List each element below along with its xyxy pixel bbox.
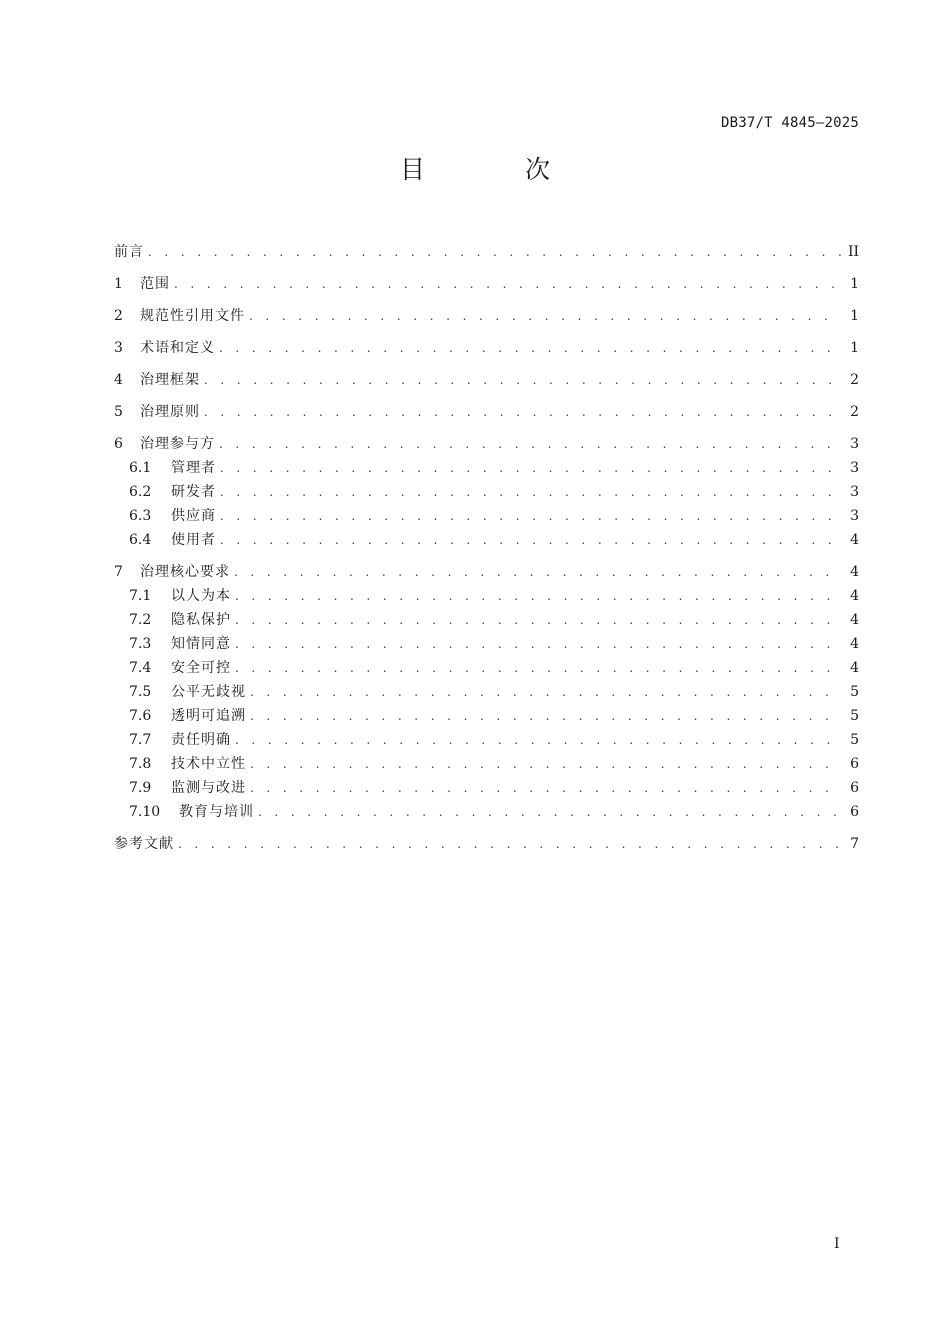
toc-dot-leader	[219, 336, 841, 360]
toc-entry[interactable]	[114, 800, 859, 824]
toc-dot-leader	[249, 304, 841, 328]
toc-dot-leader	[204, 400, 841, 424]
toc-entry-label: 治理参与方	[140, 436, 215, 452]
toc-entry-number: 7.5	[129, 684, 152, 700]
toc-entry-page: 5	[850, 732, 859, 748]
toc-dot-leader	[235, 608, 841, 632]
toc-entry-page: 3	[850, 436, 859, 452]
toc-entry-label: 规范性引用文件	[140, 308, 245, 324]
toc-dot-leader	[250, 776, 841, 800]
toc-entry-label: 治理框架	[140, 372, 200, 388]
toc-entry-page: 1	[850, 340, 859, 356]
toc-entry-label: 技术中立性	[171, 756, 246, 772]
toc-dot-leader	[219, 432, 841, 456]
table-of-contents	[114, 240, 859, 856]
toc-entry-label: 治理原则	[140, 404, 200, 420]
toc-dot-leader	[234, 560, 841, 584]
toc-entry-label: 供应商	[171, 508, 216, 524]
toc-entry-number: 7.2	[129, 612, 152, 628]
toc-entry-page: 4	[850, 532, 859, 548]
toc-entry-label: 前言	[114, 244, 144, 260]
toc-dot-leader	[220, 480, 841, 504]
toc-entry[interactable]	[114, 632, 859, 656]
toc-entry[interactable]	[114, 560, 859, 584]
toc-entry-label: 以人为本	[171, 588, 231, 604]
toc-entry-page: 3	[850, 484, 859, 500]
toc-entry-label: 教育与培训	[179, 804, 254, 820]
toc-entry[interactable]	[114, 368, 859, 392]
toc-entry-label: 透明可追溯	[171, 708, 246, 724]
toc-entry[interactable]	[114, 480, 859, 504]
toc-entry-number: 6	[114, 436, 123, 452]
toc-entry-page: 6	[850, 756, 859, 772]
toc-entry-page: II	[847, 244, 859, 260]
toc-entry-number: 7.8	[129, 756, 152, 772]
toc-entry-label: 参考文献	[114, 836, 174, 852]
toc-entry-number: 7.6	[129, 708, 152, 724]
toc-entry-number: 5	[114, 404, 123, 420]
toc-entry-label: 管理者	[171, 460, 216, 476]
toc-dot-leader	[148, 240, 841, 264]
toc-entry[interactable]	[114, 304, 859, 328]
toc-entry-label: 隐私保护	[171, 612, 231, 628]
toc-dot-leader	[220, 504, 841, 528]
toc-entry-page: 6	[850, 804, 859, 820]
toc-entry-page: 3	[850, 460, 859, 476]
toc-dot-leader	[235, 584, 841, 608]
toc-entry-page: 4	[850, 588, 859, 604]
toc-dot-leader	[235, 728, 841, 752]
toc-dot-leader	[250, 704, 841, 728]
toc-entry-number: 6.3	[129, 508, 152, 524]
toc-entry-page: 7	[850, 836, 859, 852]
toc-dot-leader	[250, 680, 841, 704]
toc-entry-number: 7.9	[129, 780, 152, 796]
toc-entry-number: 6.4	[129, 532, 152, 548]
toc-entry-number: 3	[114, 340, 123, 356]
toc-entry-page: 5	[850, 684, 859, 700]
toc-entry-label: 监测与改进	[171, 780, 246, 796]
toc-entry-label: 范围	[140, 276, 170, 292]
toc-entry-number: 4	[114, 372, 123, 388]
toc-entry-number: 7.10	[129, 804, 161, 820]
toc-entry[interactable]	[114, 728, 859, 752]
toc-title: 目 次	[400, 155, 596, 184]
toc-entry-label: 研发者	[171, 484, 216, 500]
toc-entry[interactable]	[114, 504, 859, 528]
toc-entry-number: 6.2	[129, 484, 152, 500]
toc-dot-leader	[204, 368, 841, 392]
toc-entry-page: 6	[850, 780, 859, 796]
toc-entry[interactable]	[114, 680, 859, 704]
page-number: I	[834, 1236, 840, 1252]
toc-entry-page: 4	[850, 612, 859, 628]
toc-entry-page: 3	[850, 508, 859, 524]
toc-entry-page: 2	[850, 372, 859, 388]
toc-entry[interactable]	[114, 432, 859, 456]
toc-entry-label: 治理核心要求	[140, 564, 230, 580]
toc-dot-leader	[250, 752, 841, 776]
toc-entry[interactable]	[114, 528, 859, 552]
toc-entry-page: 4	[850, 564, 859, 580]
toc-entry-number: 7.7	[129, 732, 152, 748]
toc-entry-number: 7.3	[129, 636, 152, 652]
toc-entry-page: 4	[850, 636, 859, 652]
toc-entry[interactable]	[114, 656, 859, 680]
toc-entry[interactable]	[114, 400, 859, 424]
toc-entry-number: 7.4	[129, 660, 152, 676]
document-code: DB37/T 4845—2025	[720, 115, 859, 131]
toc-dot-leader	[235, 632, 841, 656]
toc-entry-label: 知情同意	[171, 636, 231, 652]
toc-entry[interactable]	[114, 336, 859, 360]
toc-entry[interactable]	[114, 608, 859, 632]
toc-entry[interactable]	[114, 704, 859, 728]
toc-dot-leader	[220, 456, 841, 480]
toc-entry-number: 6.1	[129, 460, 152, 476]
toc-entry-number: 7.1	[129, 588, 152, 604]
toc-entry-label: 术语和定义	[140, 340, 215, 356]
toc-entry-page: 4	[850, 660, 859, 676]
toc-entry-label: 安全可控	[171, 660, 231, 676]
toc-entry-number: 7	[114, 564, 123, 580]
toc-entry-page: 1	[850, 276, 859, 292]
toc-entry[interactable]	[114, 832, 859, 856]
toc-entry[interactable]	[114, 272, 859, 296]
toc-dot-leader	[178, 832, 841, 856]
toc-entry-number: 2	[114, 308, 123, 324]
toc-entry[interactable]	[114, 752, 859, 776]
toc-entry-label: 责任明确	[171, 732, 231, 748]
toc-entry-label: 公平无歧视	[171, 684, 246, 700]
toc-entry[interactable]	[114, 456, 859, 480]
toc-entry-page: 1	[850, 308, 859, 324]
toc-entry-page: 5	[850, 708, 859, 724]
toc-entry-label: 使用者	[171, 532, 216, 548]
toc-entry-number: 1	[114, 276, 123, 292]
toc-entry-page: 2	[850, 404, 859, 420]
toc-dot-leader	[174, 272, 841, 296]
toc-entry[interactable]	[114, 584, 859, 608]
toc-dot-leader	[220, 528, 841, 552]
toc-dot-leader	[235, 656, 841, 680]
toc-entry[interactable]	[114, 240, 859, 264]
toc-entry[interactable]	[114, 776, 859, 800]
toc-dot-leader	[258, 800, 841, 824]
